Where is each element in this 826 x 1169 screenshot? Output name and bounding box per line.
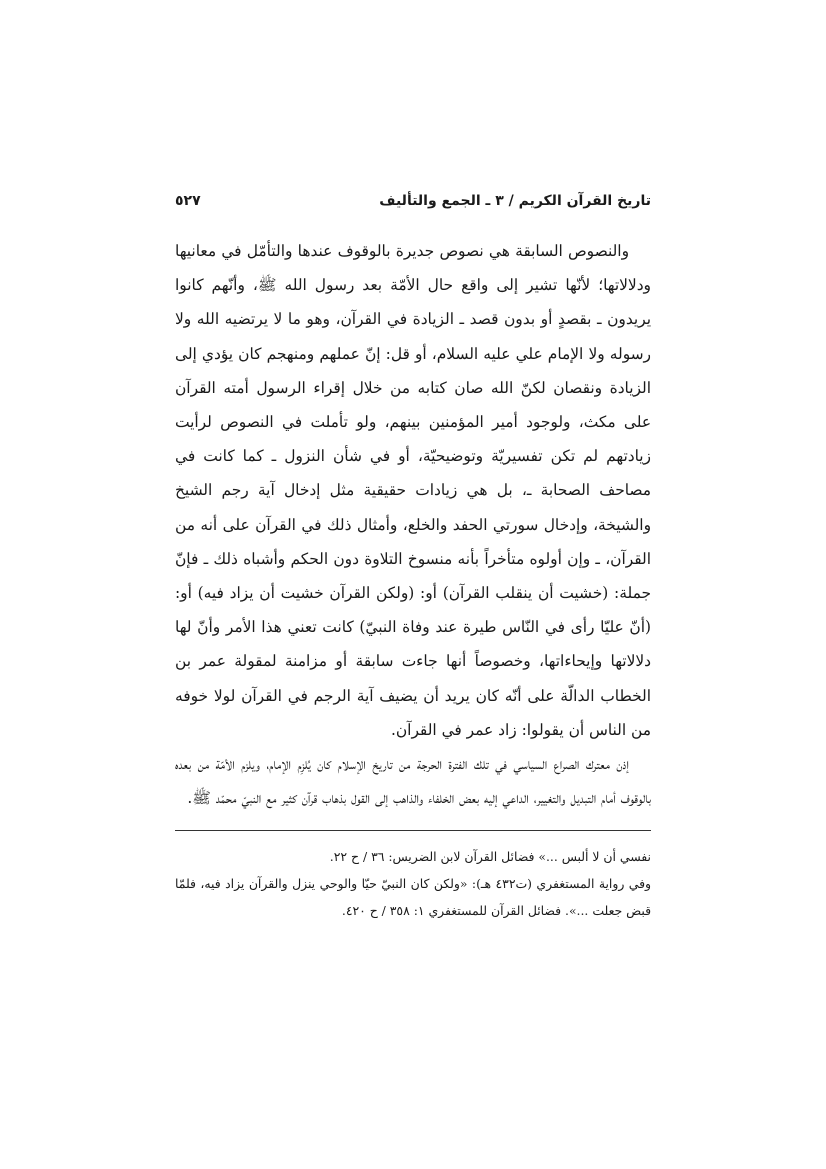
running-title: تاريخ القرآن الكريم / ٣ ـ الجمع والتأليف <box>379 193 651 209</box>
page-header <box>175 186 651 216</box>
footnote-line: نفسي أن لا ألبس ...» فضائل القرآن لابن الضريس: ٣٦ / ح ٢٢. <box>329 849 651 864</box>
footnote-separator <box>175 830 651 831</box>
main-text <box>175 234 651 815</box>
body-paragraph: إذن معترك الصراع السياسي في تلك الفترة الحرجة من تاريخ الإسلام كان يُلزِم الإمام، ويلزم الأمّة من بعده بالوقوف أمام التبديل والتغيير، الداعي إليه بعض الخلفاء والذاهب إلى القول بذهاب قرآن كثير مع النبيّ محمّد ﷺ. <box>175 755 651 808</box>
page-number: ٥٢٧ <box>175 193 201 209</box>
body-paragraph: والنصوص السابقة هي نصوص جديرة بالوقوف عندها والتأمّل في معانيها ودلالاتها؛ لأنّها تشير إلى واقع حال الأمّة بعد رسول الله ﷺ، وأنّهم كانوا يريدون ـ بقصدٍ أو بدون قصد ـ الزيادة في القرآن، وهو ما لا يرتضيه الله ولا رسوله ولا الإمام علي عليه السلام، أو قل: إنّ عملهم ومنهجم كان يؤدي إلى الزيادة ونقصان لكنّ الله صان كتابه من خلال إقراء الرسول أمته القرآن على مكث، ولوجود أمير المؤمنين بينهم، ولو تأملت في النصوص لرأيت زيادتهم لم تكن تفسيريّة وتوضيحيّة، أو في شأن النزول ـ كما كانت في مصاحف الصحابة ـ، بل هي زيادات حقيقية مثل إدخال آية رجم الشيخ والشيخة، وإدخال سورتي الحفد والخلع، وأمثال ذلك في القرآن على أنه من القرآن، ـ وإن أولوه متأخراً بأنه منسوخ التلاوة دون الحكم وأشباه ذلك ـ فإنّ جملة: (خشيت أن ينقلب القرآن) أو: (ولكن القرآن خشيت أن يزاد فيه) أو: (أنّ عليّا رأى في النّاس طيرة عند وفاة النبيّ) كانت تعني هذا الأمر وأنّ لها دلالاتها وإيحاءاتها، وخصوصاً أنها جاءت سابقة أو مزامنة لمقولة عمر بن الخطاب الدالّة على أنّه كان يريد أن يضيف آية الرجم في القرآن لولا خوفه من الناس أن يقولوا: زاد عمر في القرآن. <box>175 242 651 739</box>
footnotes <box>175 843 651 924</box>
footnote-line: وفي رواية المستغفري (ت٤٣٢ هـ): «ولكن كان النبيّ حيّا والوحي ينزل والقرآن يزاد فيه، فلمّا قبض جعلت ...». فضائل القرآن للمستغفري ١: ٣٥٨ / ح ٤٢٠. <box>175 876 651 918</box>
